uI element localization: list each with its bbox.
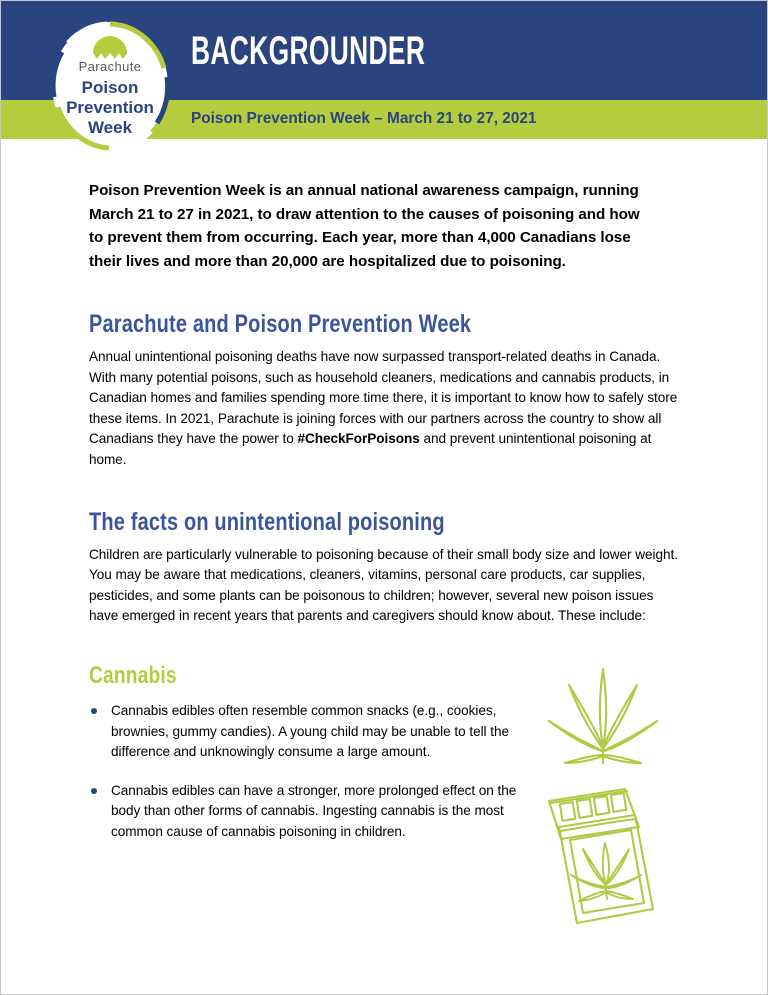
intro-paragraph: Poison Prevention Week is an annual national awareness campaign, running March 21 to 27 in 2021, to draw attention to the causes of poisoning and how to prevent them from occurring. Each year, more than 4,000 Canadians lose their lives and more than 20,000 are hospitalized due to poisoning. (89, 182, 640, 270)
parachute-poison-prevention-week-logo (45, 19, 175, 151)
logo-line-2: Prevention (66, 98, 154, 117)
logo-line-3: Week (87, 118, 133, 137)
document-title: BACKGROUNDER (191, 29, 426, 73)
list-item: Cannabis edibles can have a stronger, more prolonged effect on the body than other forms of cannabis. Ingesting cannabis is the most common cause of cannabis poisoning in children. (89, 781, 521, 843)
logo-line-1: Poison (81, 78, 139, 97)
paragraph-text-pre: Annual unintentional poisoning deaths have now surpassed transport-related deaths in Canada. With many potential poisons, such as household cleaners, medications and cannabis products, in Canadian homes and families spending more time there, it is important to know how to safely store these items. In 2021, Parachute is joining forces with our partners across the country to show all Canadians they have the power to (89, 349, 678, 447)
document-subtitle: Poison Prevention Week – March 21 to 27, 2021 (191, 110, 537, 127)
list-item: Cannabis edibles often resemble common snacks (e.g., cookies, brownies, gummy candies). A young child may be unable to tell the difference and unknowingly consume a large amount. (89, 701, 521, 763)
logo-brand-text: Parachute (78, 59, 142, 74)
section-paragraph-the-facts: Children are particularly vulnerable to poisoning because of their small body size and lower weight. You may be aware that medications, cleaners, vitamins, personal care products, car supplies, pesticides, and some plants can be poisonous to children; however, several new poison issues have emerged in recent years that parents and caregivers should know about. These include: (89, 546, 678, 624)
section-paragraph-parachute-and-ppw (89, 347, 681, 471)
section-heading-the-facts: The facts on unintentional poisoning (89, 507, 445, 536)
subsection-heading-cannabis: Cannabis (89, 661, 177, 689)
chocolate-bar-icon (539, 783, 663, 925)
section-heading-parachute-and-ppw: Parachute and Poison Prevention Week (89, 310, 472, 338)
hashtag-check-for-poisons: #CheckForPoisons (297, 431, 420, 447)
cannabis-leaf-icon (539, 663, 667, 777)
logo-svg (45, 19, 175, 151)
paragraph-text-post: and prevent unintentional poisoning at home. (89, 431, 652, 467)
cannabis-bullet-list (89, 701, 521, 843)
